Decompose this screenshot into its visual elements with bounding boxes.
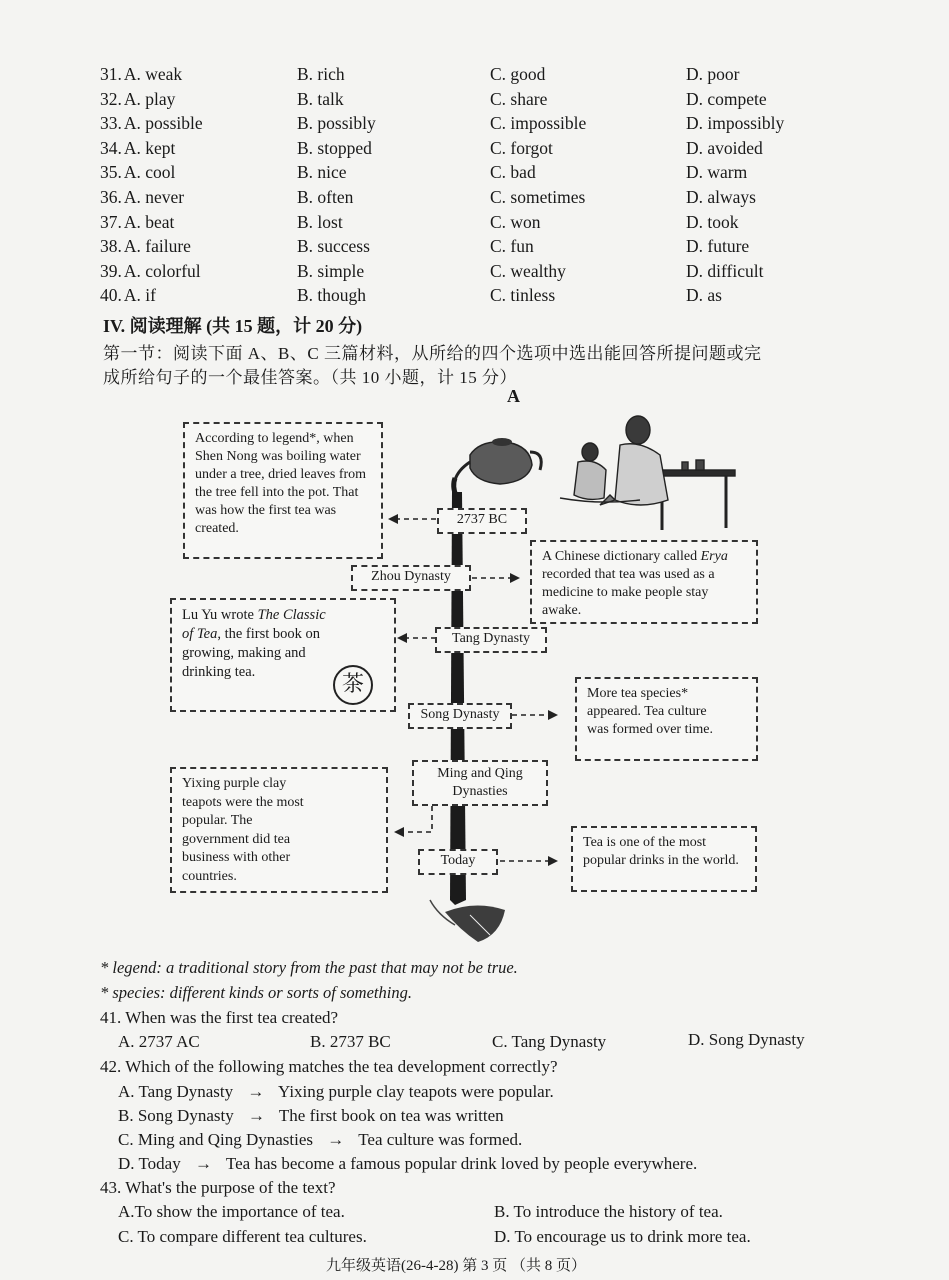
q42-d-right: Tea has become a famous popular drink loved by people everywhere. bbox=[225, 1154, 698, 1173]
instruction-line-2: 成所给句子的一个最佳答案。（共 10 小题，计 15 分） bbox=[103, 368, 517, 387]
option-d: D. avoided bbox=[686, 137, 763, 158]
label-zhou-dynasty: Zhou Dynasty bbox=[351, 565, 471, 591]
question-number: 34. bbox=[100, 137, 122, 158]
option-b: B. lost bbox=[297, 211, 343, 232]
label-ming-qing-line1: Ming and Qing bbox=[437, 766, 523, 781]
question-number: 31. bbox=[100, 64, 122, 84]
option-b: B. simple bbox=[297, 260, 365, 281]
arrow-icon: → bbox=[247, 1106, 265, 1125]
page-footer: 九年级英语(26-4-28) 第 3 页 （共 8 页） bbox=[326, 1258, 586, 1274]
option-b: B. rich bbox=[297, 64, 345, 84]
q42-c-right: Tea culture was formed. bbox=[358, 1130, 523, 1149]
label-ming-qing bbox=[412, 760, 548, 806]
option-b: B. possibly bbox=[297, 113, 376, 134]
box-yixing bbox=[170, 767, 388, 893]
label-song-dynasty: Song Dynasty bbox=[408, 703, 512, 729]
option-d: D. poor bbox=[686, 64, 740, 84]
q41-option-a: A. 2737 AC bbox=[118, 1032, 200, 1051]
option-b: B. success bbox=[297, 236, 370, 257]
option-a-text: A. possible bbox=[123, 113, 203, 134]
label-tang-dynasty: Tang Dynasty bbox=[435, 627, 547, 653]
option-d: D. warm bbox=[686, 162, 748, 183]
option-c: C. wealthy bbox=[490, 260, 566, 281]
label-2737bc: 2737 BC bbox=[437, 508, 527, 534]
q42-option-d bbox=[118, 1154, 697, 1174]
question-43: 43. What's the purpose of the text? bbox=[100, 1178, 336, 1197]
question-42: 42. Which of the following matches the tea development correctly? bbox=[100, 1057, 558, 1076]
option-c: C. won bbox=[490, 211, 541, 232]
option-a-text: A. failure bbox=[123, 236, 191, 257]
q43-option-d: D. To encourage us to drink more tea. bbox=[494, 1227, 751, 1246]
box-legend: According to legend*, when Shen Nong was boiling water under a tree, dried leaves from the tree fell into the pot. That was how the first tea was created. bbox=[183, 422, 383, 559]
question-number: 36. bbox=[100, 187, 122, 207]
option-d: D. always bbox=[686, 187, 756, 207]
option-a-text: A. beat bbox=[123, 211, 175, 232]
arrow-icon: → bbox=[194, 1154, 212, 1173]
box-luyu-text-post: , the first book on growing, making and drinking tea. bbox=[182, 626, 321, 680]
q42-option-a bbox=[118, 1082, 554, 1102]
box-species: More tea species* appeared. Tea culture was formed over time. bbox=[575, 677, 758, 761]
option-d: D. took bbox=[686, 211, 739, 232]
option-b: B. though bbox=[297, 285, 367, 306]
tea-character-icon: 茶 bbox=[333, 665, 373, 705]
box-erya-text-pre: A Chinese dictionary called bbox=[542, 549, 701, 564]
option-c: C. good bbox=[490, 64, 546, 84]
q42-option-b bbox=[118, 1106, 504, 1126]
arrow-icon: → bbox=[327, 1130, 345, 1149]
footnote-legend: * legend: a traditional story from the past that may not be true. bbox=[100, 958, 518, 977]
option-c: C. tinless bbox=[490, 285, 556, 306]
option-c: C. share bbox=[490, 88, 548, 109]
option-d: D. difficult bbox=[686, 260, 764, 281]
question-number: 40. bbox=[100, 285, 122, 306]
option-d: D. future bbox=[686, 236, 750, 257]
q41-option-d: D. Song Dynasty bbox=[688, 1030, 805, 1049]
box-today: Tea is one of the most popular drinks in the world. bbox=[571, 826, 757, 892]
option-d: D. impossibly bbox=[686, 113, 785, 134]
q42-d-left: D. Today bbox=[118, 1154, 181, 1173]
scholar-scene-icon bbox=[560, 416, 735, 530]
q41-option-b: B. 2737 BC bbox=[310, 1032, 391, 1051]
q43-option-c: C. To compare different tea cultures. bbox=[118, 1227, 367, 1246]
question-number: 33. bbox=[100, 113, 122, 134]
option-b: B. talk bbox=[297, 88, 344, 109]
option-c: C. bad bbox=[490, 162, 536, 183]
option-c: C. forgot bbox=[490, 137, 553, 158]
question-number: 35. bbox=[100, 162, 122, 183]
question-number: 32. bbox=[100, 88, 122, 109]
tea-leaves-icon bbox=[430, 900, 505, 942]
option-d: D. as bbox=[686, 285, 722, 306]
option-a-text: A. cool bbox=[123, 162, 176, 183]
timeline-trunk bbox=[450, 492, 466, 905]
option-b: B. nice bbox=[297, 162, 347, 183]
passage-label: A bbox=[507, 386, 520, 406]
option-a-text: A. if bbox=[123, 285, 156, 306]
option-a-text: A. colorful bbox=[123, 260, 201, 281]
question-number: 38. bbox=[100, 236, 122, 257]
box-erya-text-post: recorded that tea was used as a medicine to make people stay awake. bbox=[542, 567, 715, 618]
option-a-text: A. play bbox=[123, 88, 176, 109]
arrow-icon: → bbox=[247, 1082, 265, 1101]
label-ming-qing-line2: Dynasties bbox=[452, 784, 508, 799]
q43-option-a: A.To show the importance of tea. bbox=[118, 1202, 345, 1221]
q42-c-left: C. Ming and Qing Dynasties bbox=[118, 1130, 314, 1149]
option-a-text: A. kept bbox=[123, 137, 176, 158]
q41-option-c: C. Tang Dynasty bbox=[492, 1032, 607, 1051]
question-41: 41. When was the first tea created? bbox=[100, 1008, 339, 1027]
instruction-line-1: 第一节：阅读下面 A、B、C 三篇材料，从所给的四个选项中选出能回答所提问题或完 bbox=[103, 344, 762, 363]
option-c: C. fun bbox=[490, 236, 534, 257]
box-yixing-text: Yixing purple clay teapots were the most popular. The government did tea business with other countries. bbox=[182, 776, 304, 884]
box-erya-title: Erya bbox=[700, 549, 728, 564]
question-number: 39. bbox=[100, 260, 122, 281]
box-luyu-title: The Classic of Tea bbox=[182, 607, 326, 642]
footnote-species: * species: different kinds or sorts of something. bbox=[100, 983, 412, 1002]
option-d: D. compete bbox=[686, 88, 767, 109]
q42-a-right: Yixing purple clay teapots were popular. bbox=[278, 1082, 554, 1101]
box-luyu-text-pre: Lu Yu wrote bbox=[182, 607, 258, 623]
option-a-text: A. never bbox=[123, 187, 185, 207]
box-erya bbox=[530, 540, 758, 624]
option-c: C. impossible bbox=[490, 113, 587, 134]
q42-b-right: The first book on tea was written bbox=[278, 1106, 504, 1125]
label-today: Today bbox=[418, 849, 498, 875]
option-b: B. often bbox=[297, 187, 354, 207]
option-c: C. sometimes bbox=[490, 187, 586, 207]
q42-option-c bbox=[118, 1130, 522, 1150]
question-number: 37. bbox=[100, 211, 122, 232]
option-a-text: A. weak bbox=[123, 64, 183, 84]
q42-b-left: B. Song Dynasty bbox=[118, 1106, 234, 1125]
section-heading: IV. 阅读理解 (共 15 题，计 20 分) bbox=[103, 316, 363, 336]
q42-a-left: A. Tang Dynasty bbox=[118, 1082, 234, 1101]
option-b: B. stopped bbox=[297, 137, 372, 158]
teapot-icon bbox=[455, 438, 541, 484]
q43-option-b: B. To introduce the history of tea. bbox=[494, 1202, 723, 1221]
